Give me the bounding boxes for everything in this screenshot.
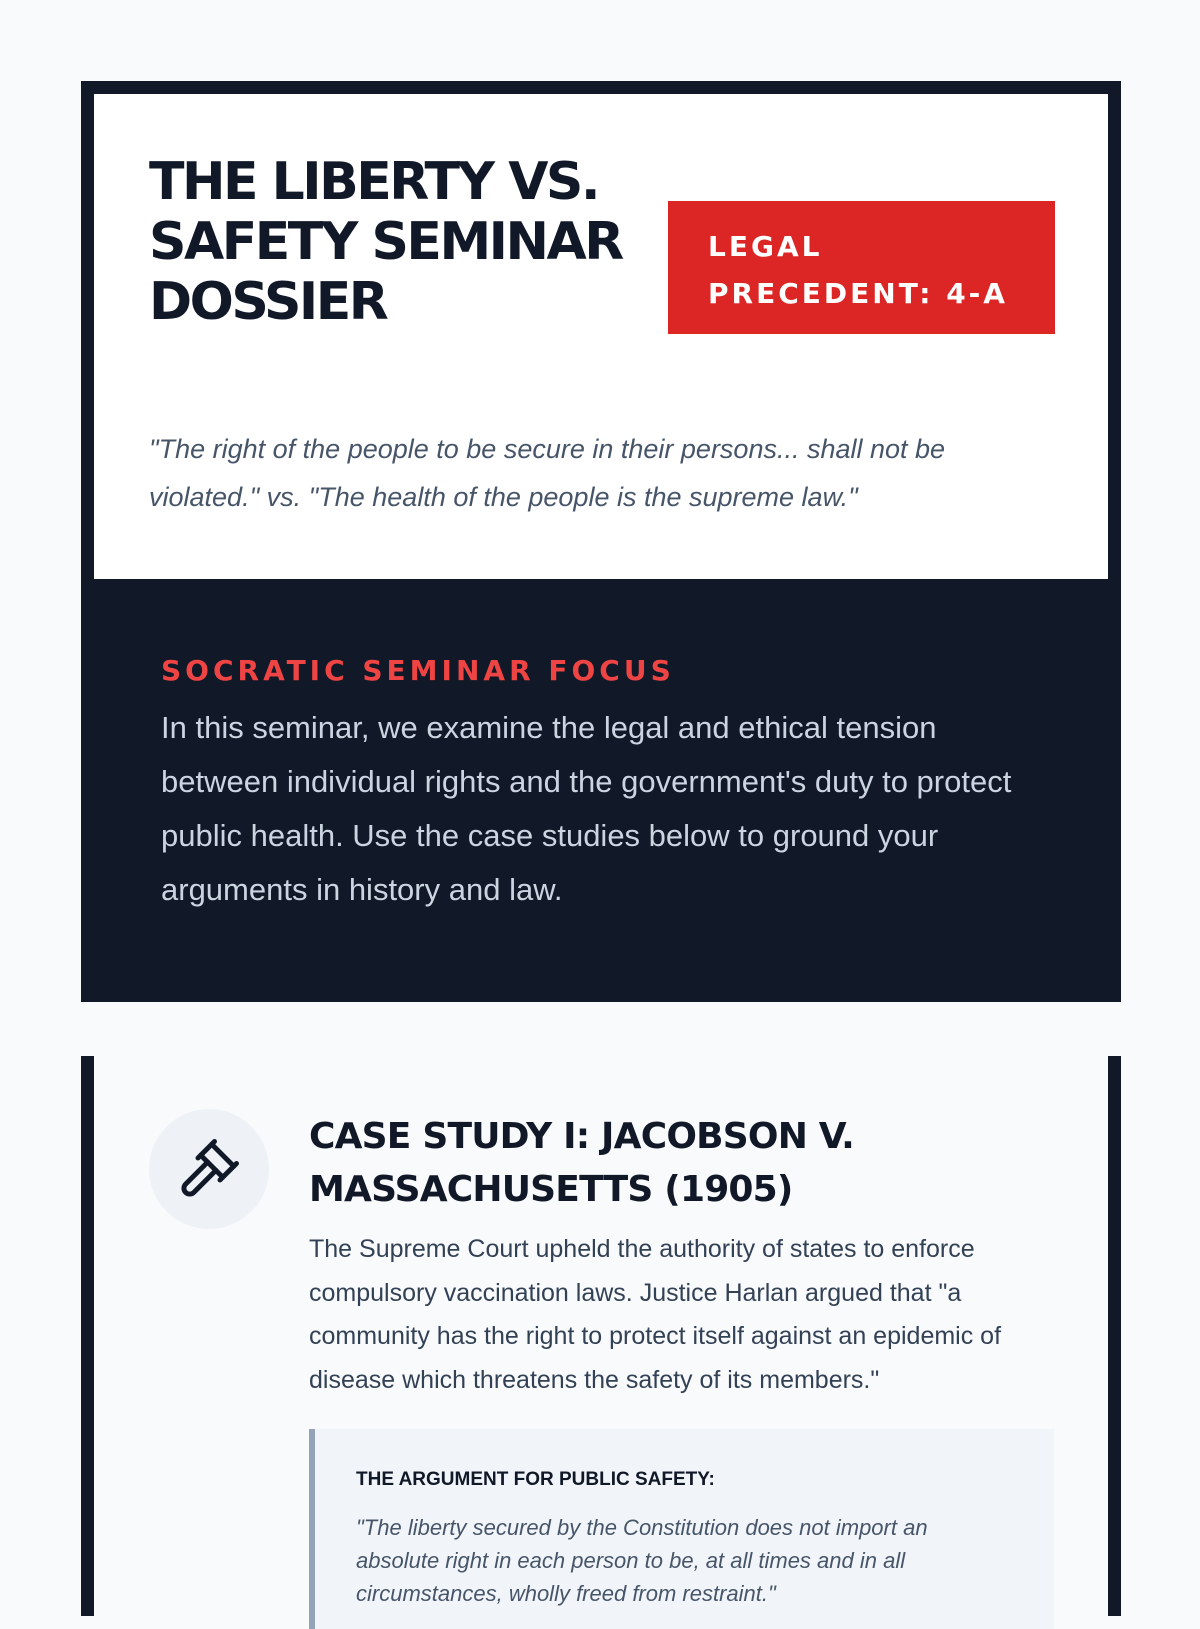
focus-heading: SOCRATIC SEMINAR FOCUS bbox=[161, 654, 675, 687]
argument-callout bbox=[309, 1429, 1054, 1629]
focus-text: In this seminar, we examine the legal and ethical tension between individual rights and the government's duty to protect public health. Use the case studies below to ground your arguments in history and law. bbox=[161, 710, 1012, 907]
argument-label: THE ARGUMENT FOR PUBLIC SAFETY: bbox=[356, 1469, 715, 1490]
gavel-icon bbox=[149, 1109, 269, 1229]
dossier-card bbox=[81, 81, 1121, 1002]
case-study-text: The Supreme Court upheld the authority of states to enforce compulsory vaccination laws. Justice Harlan argued that "a community has the right to protect itself against an epidemic of disease which threatens the safety of its members." bbox=[309, 1235, 1002, 1394]
dossier-header bbox=[94, 94, 1108, 579]
case-study-card bbox=[81, 1056, 1121, 1616]
case-study-title: CASE STUDY I: JACOBSON V. MASSACHUSETTS (1905) bbox=[309, 1116, 855, 1210]
header-quote: "The right of the people to be secure in their persons... shall not be violated." vs. "The health of the people is the supreme law." bbox=[149, 434, 946, 512]
legal-precedent-badge: LEGAL PRECEDENT: 4-A bbox=[668, 201, 1055, 334]
argument-quote: "The liberty secured by the Constitution does not import an absolute right in each person to be, at all times and in all circumstances, wholly freed from restraint." bbox=[356, 1515, 928, 1606]
page-title: THE LIBERTY VS. SAFETY SEMINAR DOSSIER bbox=[149, 152, 622, 332]
